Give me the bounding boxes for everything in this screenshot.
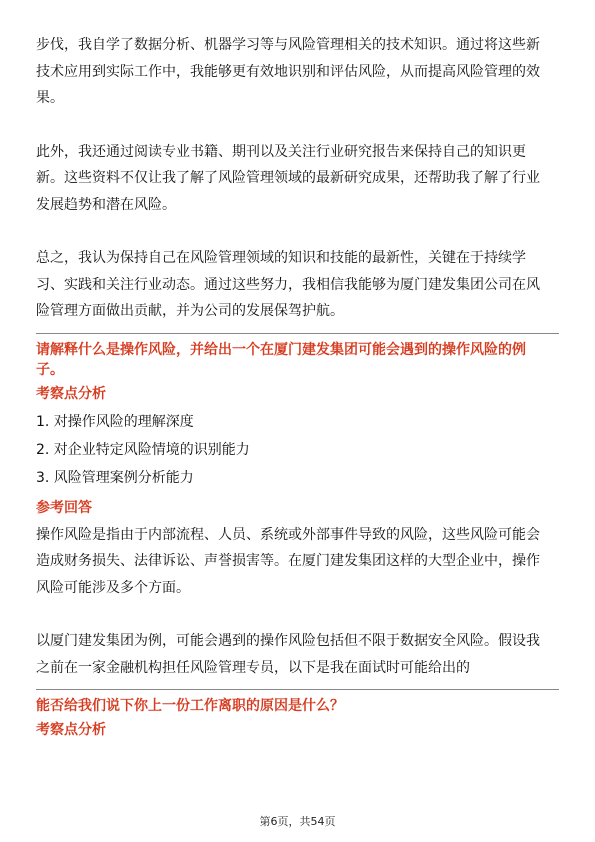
- q1-answer-paragraph-1: 操作风险是指由于内部流程、人员、系统或外部事件导致的风险，这些风险可能会 造成财务损失、法律诉讼、声誉损害等。在厦门建发集团这样的大型企业中，操作 风险可能涉及多个方面。: [36, 526, 540, 596]
- section-divider-1: [36, 333, 559, 334]
- q1-analysis-item-1: 1. 对操作风险的理解深度: [36, 413, 194, 430]
- q1-analysis-item-3: 3. 风险管理案例分析能力: [36, 469, 194, 486]
- q1-analysis-item-2: 2. 对企业特定风险情境的识别能力: [36, 441, 250, 458]
- intro-paragraph-2: 此外，我还通过阅读专业书籍、期刊以及关注行业研究报告来保持自己的知识更 新。这些资料不仅让我了解了风险管理领域的最新研究成果，还帮助我了解了行业 发展趋势和潜在风险。: [36, 143, 540, 213]
- page-number: 第6页，共54页: [259, 815, 336, 828]
- question-1: 请解释什么是操作风险，并给出一个在厦门建发集团可能会遇到的操作风险的例 子。: [36, 341, 526, 378]
- intro-paragraph-3: 总之，我认为保持自己在风险管理领域的知识和技能的最新性，关键在于持续学 习、实践和关注行业动态。通过这些努力，我相信我能够为厦门建发集团公司在风 险管理方面做出贡献，并为公司的发展保驾护航。: [36, 250, 540, 319]
- q1-answer-heading: 参考回答: [36, 499, 92, 516]
- q2-analysis-heading: 考察点分析: [36, 722, 106, 738]
- intro-paragraph-1: 步伐，我自学了数据分析、机器学习等与风险管理相关的技术知识。通过将这些新 技术应用到实际工作中，我能够更有效地识别和评估风险，从而提高风险管理的效 果。: [36, 37, 540, 106]
- question-2: 能否给我们说下你上一份工作离职的原因是什么？: [36, 698, 344, 714]
- section-divider-2: [36, 689, 559, 690]
- q1-answer-paragraph-2: 以厦门建发集团为例，可能会遇到的操作风险包括但不限于数据安全风险。假设我 之前在一家金融机构担任风险管理专员，以下是我在面试时可能给出的: [36, 633, 540, 676]
- q1-analysis-heading: 考察点分析: [36, 385, 106, 402]
- document-page: [36, 32, 559, 744]
